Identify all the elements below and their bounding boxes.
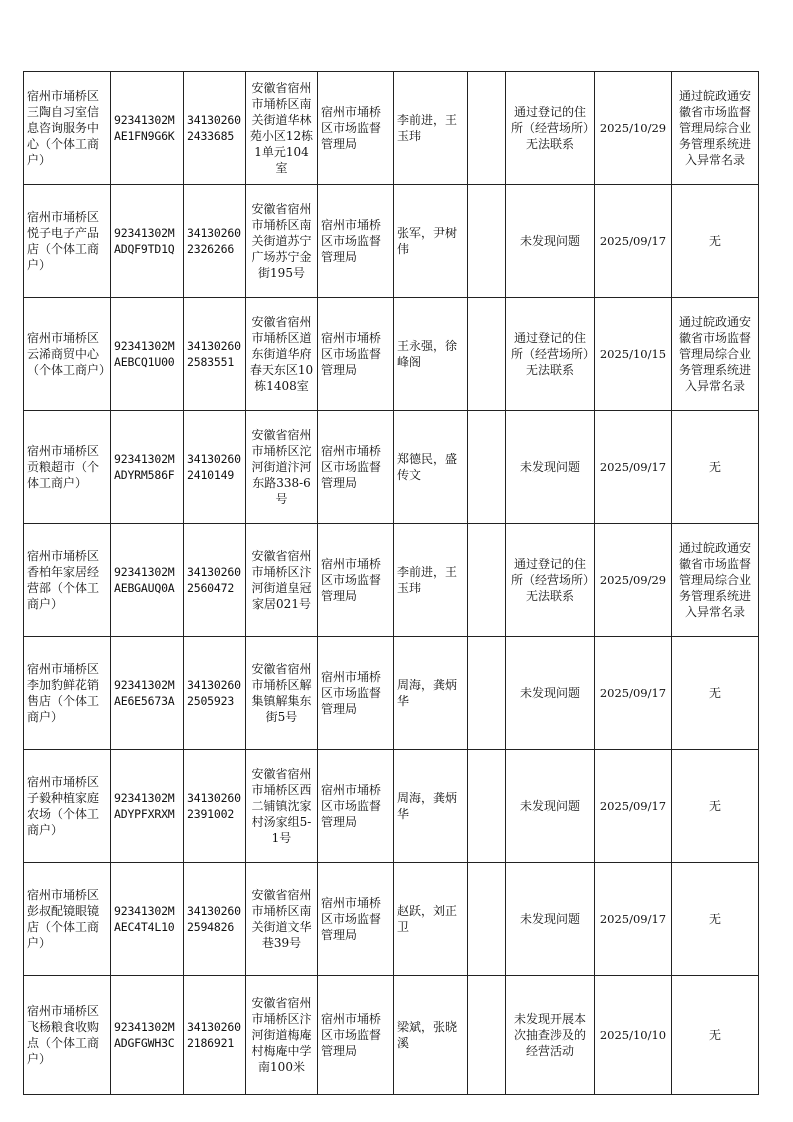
table-row — [24, 298, 759, 411]
date-cell: 2025/09/17 — [595, 411, 672, 524]
date-cell: 2025/10/29 — [595, 72, 672, 185]
action-cell: 无 — [672, 411, 759, 524]
business-name-cell: 宿州市埇桥区悦子电子产品店（个体工商户） — [24, 185, 111, 298]
registration-number-cell: 341302602583551 — [184, 298, 246, 411]
date-cell: 2025/09/17 — [595, 750, 672, 863]
address-cell: 安徽省宿州市埇桥区解集镇解集东街5号 — [246, 637, 318, 750]
result-cell: 通过登记的住所（经营场所）无法联系 — [506, 298, 595, 411]
credit-code-cell: 92341302MAEBCQ1U00 — [111, 298, 184, 411]
result-cell: 通过登记的住所（经营场所）无法联系 — [506, 72, 595, 185]
blank-cell — [468, 637, 506, 750]
authority-cell: 宿州市埇桥区市场监督管理局 — [318, 976, 394, 1095]
action-cell: 无 — [672, 750, 759, 863]
business-name-cell: 宿州市埇桥区香柏年家居经营部（个体工商户） — [24, 524, 111, 637]
result-cell: 未发现开展本次抽查涉及的经营活动 — [506, 976, 595, 1095]
authority-cell: 宿州市埇桥区市场监督管理局 — [318, 185, 394, 298]
address-cell: 安徽省宿州市埇桥区南关街道文华巷39号 — [246, 863, 318, 976]
table-row — [24, 750, 759, 863]
credit-code-cell: 92341302MADYPFXRXM — [111, 750, 184, 863]
authority-cell: 宿州市埇桥区市场监督管理局 — [318, 411, 394, 524]
action-cell: 无 — [672, 976, 759, 1095]
authority-cell: 宿州市埇桥区市场监督管理局 — [318, 298, 394, 411]
credit-code-cell: 92341302MADQF9TD1Q — [111, 185, 184, 298]
address-cell: 安徽省宿州市埇桥区南关街道华林苑小区12栋1单元104室 — [246, 72, 318, 185]
authority-cell: 宿州市埇桥区市场监督管理局 — [318, 72, 394, 185]
credit-code-cell: 92341302MAEC4T4L10 — [111, 863, 184, 976]
registration-number-cell: 341302602391002 — [184, 750, 246, 863]
registration-number-cell: 341302602433685 — [184, 72, 246, 185]
registration-number-cell: 341302602505923 — [184, 637, 246, 750]
result-cell: 未发现问题 — [506, 411, 595, 524]
action-cell: 无 — [672, 863, 759, 976]
inspectors-cell: 周海，龚炳华 — [394, 750, 468, 863]
inspectors-cell: 周海，龚炳华 — [394, 637, 468, 750]
table-row — [24, 72, 759, 185]
registration-number-cell: 341302602186921 — [184, 976, 246, 1095]
authority-cell: 宿州市埇桥区市场监督管理局 — [318, 750, 394, 863]
blank-cell — [468, 750, 506, 863]
business-name-cell: 宿州市埇桥区三陶自习室信息咨询服务中心（个体工商户） — [24, 72, 111, 185]
inspectors-cell: 李前进，王玉玮 — [394, 72, 468, 185]
date-cell: 2025/09/17 — [595, 863, 672, 976]
address-cell: 安徽省宿州市埇桥区南关街道苏宁广场苏宁金街195号 — [246, 185, 318, 298]
address-cell: 安徽省宿州市埇桥区西二铺镇沈家村汤家组5-1号 — [246, 750, 318, 863]
result-cell: 未发现问题 — [506, 637, 595, 750]
address-cell: 安徽省宿州市埇桥区汴河街道皇冠家居021号 — [246, 524, 318, 637]
authority-cell: 宿州市埇桥区市场监督管理局 — [318, 637, 394, 750]
blank-cell — [468, 298, 506, 411]
inspectors-cell: 梁斌，张晓溪 — [394, 976, 468, 1095]
address-cell: 安徽省宿州市埇桥区沱河街道汴河东路338-6号 — [246, 411, 318, 524]
inspectors-cell: 郑德民，盛传文 — [394, 411, 468, 524]
date-cell: 2025/09/17 — [595, 185, 672, 298]
authority-cell: 宿州市埇桥区市场监督管理局 — [318, 524, 394, 637]
business-name-cell: 宿州市埇桥区云浠商贸中心（个体工商户） — [24, 298, 111, 411]
credit-code-cell: 92341302MADGFGWH3C — [111, 976, 184, 1095]
date-cell: 2025/10/10 — [595, 976, 672, 1095]
inspection-table — [23, 71, 759, 1095]
action-cell: 通过皖政通安徽省市场监督管理局综合业务管理系统进入异常名录 — [672, 298, 759, 411]
table-row — [24, 637, 759, 750]
blank-cell — [468, 72, 506, 185]
result-cell: 未发现问题 — [506, 863, 595, 976]
date-cell: 2025/09/29 — [595, 524, 672, 637]
credit-code-cell: 92341302MADYRM586F — [111, 411, 184, 524]
address-cell: 安徽省宿州市埇桥区道东街道华府春天东区10栋1408室 — [246, 298, 318, 411]
blank-cell — [468, 411, 506, 524]
date-cell: 2025/10/15 — [595, 298, 672, 411]
blank-cell — [468, 976, 506, 1095]
business-name-cell: 宿州市埇桥区子毅种植家庭农场（个体工商户） — [24, 750, 111, 863]
table-row — [24, 411, 759, 524]
date-cell: 2025/09/17 — [595, 637, 672, 750]
address-cell: 安徽省宿州市埇桥区汴河街道梅庵村梅庵中学南100米 — [246, 976, 318, 1095]
registration-number-cell: 341302602594826 — [184, 863, 246, 976]
action-cell: 通过皖政通安徽省市场监督管理局综合业务管理系统进入异常名录 — [672, 524, 759, 637]
business-name-cell: 宿州市埇桥区贡粮超市（个体工商户） — [24, 411, 111, 524]
credit-code-cell: 92341302MAE6E5673A — [111, 637, 184, 750]
action-cell: 无 — [672, 185, 759, 298]
inspectors-cell: 张军，尹树伟 — [394, 185, 468, 298]
action-cell: 无 — [672, 637, 759, 750]
inspectors-cell: 赵跃，刘正卫 — [394, 863, 468, 976]
inspectors-cell: 李前进，王玉玮 — [394, 524, 468, 637]
action-cell: 通过皖政通安徽省市场监督管理局综合业务管理系统进入异常名录 — [672, 72, 759, 185]
result-cell: 未发现问题 — [506, 185, 595, 298]
business-name-cell: 宿州市埇桥区李加豹鲜花销售店（个体工商户） — [24, 637, 111, 750]
inspectors-cell: 王永强，徐峰阁 — [394, 298, 468, 411]
registration-number-cell: 341302602560472 — [184, 524, 246, 637]
blank-cell — [468, 185, 506, 298]
credit-code-cell: 92341302MAEBGAUQ0A — [111, 524, 184, 637]
registration-number-cell: 341302602326266 — [184, 185, 246, 298]
authority-cell: 宿州市埇桥区市场监督管理局 — [318, 863, 394, 976]
blank-cell — [468, 524, 506, 637]
table-row — [24, 976, 759, 1095]
result-cell: 未发现问题 — [506, 750, 595, 863]
credit-code-cell: 92341302MAE1FN9G6K — [111, 72, 184, 185]
business-name-cell: 宿州市埇桥区彭叔配镜眼镜店（个体工商户） — [24, 863, 111, 976]
blank-cell — [468, 863, 506, 976]
result-cell: 通过登记的住所（经营场所）无法联系 — [506, 524, 595, 637]
table-row — [24, 863, 759, 976]
business-name-cell: 宿州市埇桥区飞杨粮食收购点（个体工商户） — [24, 976, 111, 1095]
table-row — [24, 185, 759, 298]
table-row — [24, 524, 759, 637]
table-body — [24, 72, 759, 1095]
registration-number-cell: 341302602410149 — [184, 411, 246, 524]
